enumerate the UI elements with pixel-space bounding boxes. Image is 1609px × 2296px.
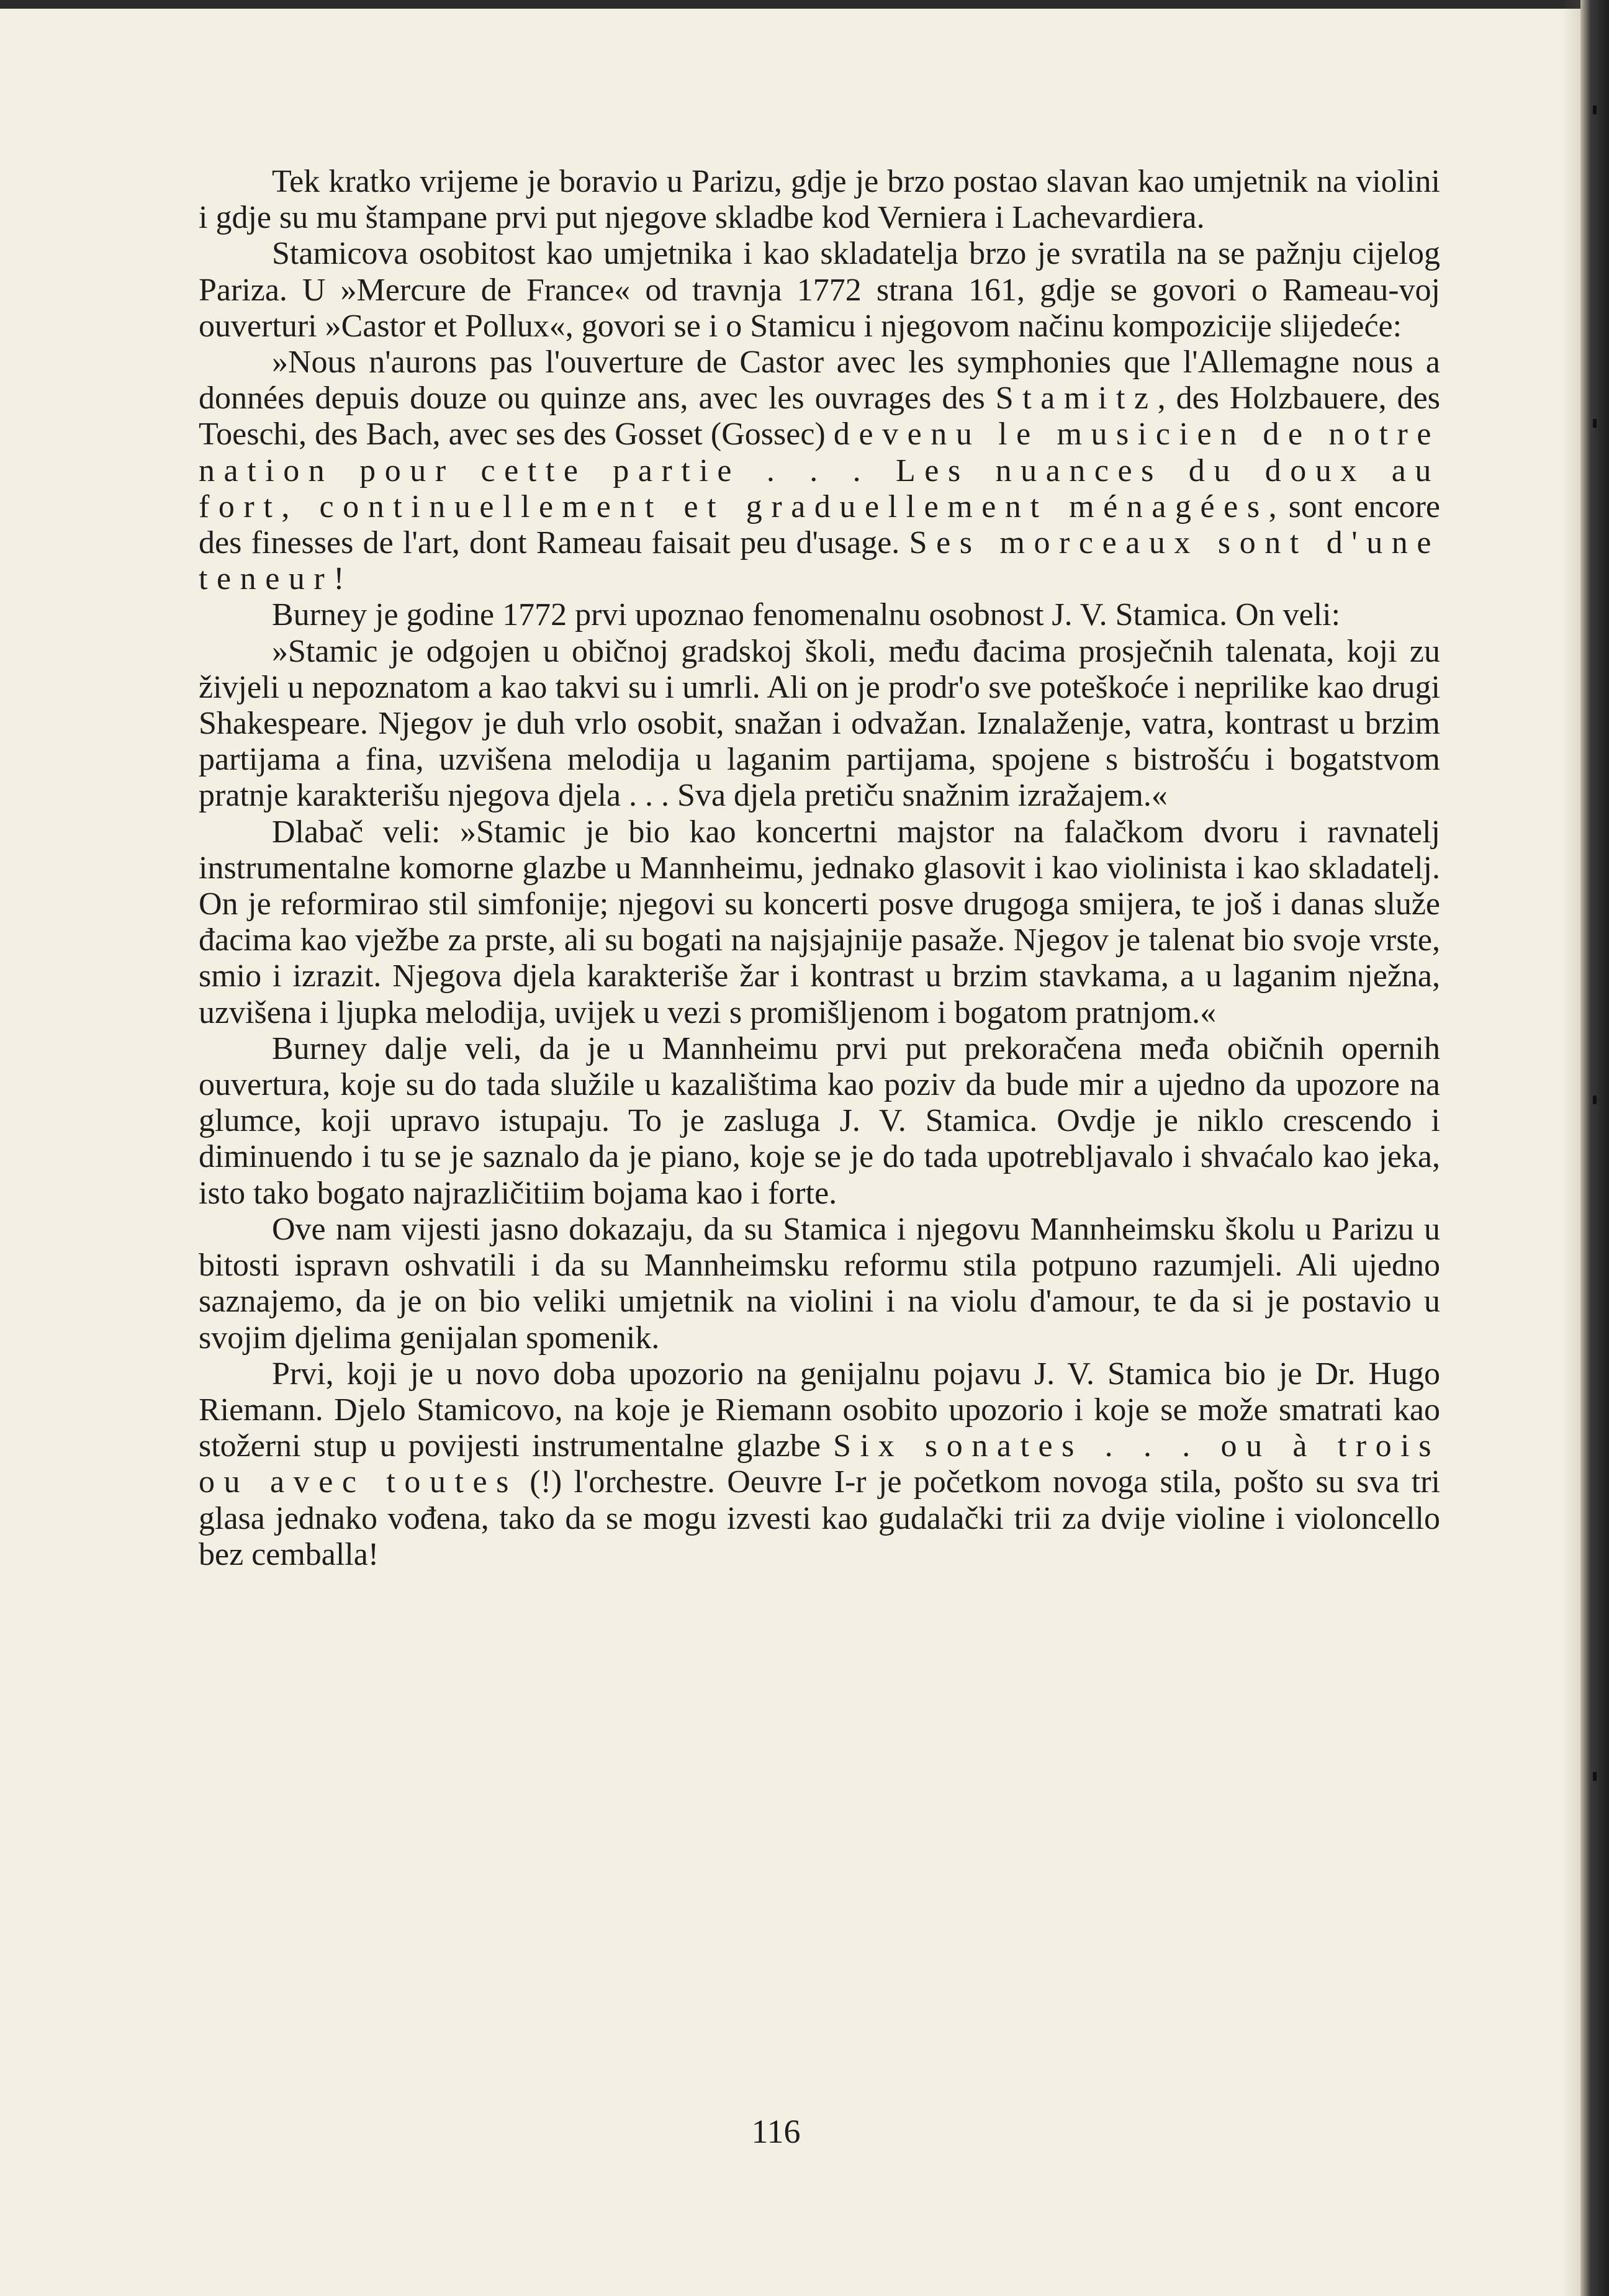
- quote-text: , des Holzbauere, des Toeschi, des Bach, avec ses des Gosset (Gossec): [199, 380, 1440, 452]
- paragraph-3-quote-mercure: [199, 344, 1440, 597]
- edge-mark: [1593, 106, 1597, 114]
- spaced-emphasis: Stamitz: [995, 380, 1158, 416]
- paragraph-6-dlabac-quote: Dlabač veli: »Stamic je bio kao koncertni majstor na falačkom dvoru i ravnatelj instrumentalne komorne glazbe u Mannheimu, jednako glasovit i kao violinista i kao skladatelj. On je reformirao stil simfonije; njegovi su koncerti posve drugoga smijera, te još i danas služe đacima kao vježbe za prste, ali su bogati na najsjajnije pasaže. Njegov je talenat bio svoje vrste, smio i izrazit. Njegova djela karakteriše žar i kontrast u brzim stavkama, a u laganim nježna, uzvišena i ljupka melodija, uvijek u vezi s promišljenom i bogatom pratnjom.«: [199, 814, 1440, 1030]
- scan-top-border: [0, 0, 1609, 9]
- paragraph-4: Burney je godine 1772 prvi upoznao fenomenalnu osobnost J. V. Stamica. On veli:: [272, 597, 1341, 633]
- page-gutter-shadow: [1562, 0, 1580, 2296]
- paragraph-8: Ove nam vijesti jasno dokazaju, da su Stamica i njegovu Mannheimsku školu u Parizu u bitosti ispravn oshvatili i da su Mannheimsku reformu stila potpuno razumjeli. Ali ujedno saznajemo, da je on bio veliki umjetnik na violini i na violu d'amour, te da si je postavio u svojim djelima genijalan spomenik.: [199, 1211, 1440, 1356]
- paragraph-5-burney-quote: »Stamic je odgojen u običnoj gradskoj školi, među đacima prosječnih talenata, koji zu živjeli u nepoznatom a kao takvi su i umrli. Ali on je prodr'o sve poteškoće i neprilike kao drugi Shakespeare. Njegov je duh vrlo osobit, snažan i odvažan. Iznalaženje, vatra, kontrast u brzim partijama a fina, uzvišena melodija u laganim partijama, spojene s bistrošću i bogatstvom pratnje karakterišu njegova djela . . . Sva djela pretiču snažnim izražajem.«: [199, 633, 1440, 814]
- paragraph-2: Stamicova osobitost kao umjetnika i kao skladatelja brzo je svratila na se pažnju cijelog Pariza. U »Mercure de France« od travnja 1772 strana 161, gdje se govori o Rameau-voj ouverturi »Castor et Pollux«, govori se i o Stamicu i njegovom načinu kompozicije slijedeće:: [199, 236, 1440, 344]
- paragraph-text: Prvi, koji je u novo doba upozorio na genijalnu pojavu J. V. Stamica bio je Dr. Hugo Riemann. Djelo Stamicovo, na koje je Riemann osobito upozorio i koje se može smatrati kao stožerni stup u povijesti instrumentalne glazbe: [199, 1356, 1440, 1464]
- spaced-emphasis: Six sonates . . . ou à trois ou avec toutes: [199, 1428, 1440, 1500]
- edge-mark: [1593, 419, 1597, 428]
- quote-text: , sont encore des finesses de l'art, dont Rameau faisait peu d'usage.: [199, 488, 1440, 561]
- paragraph-7: Burney dalje veli, da je u Mannheimu prvi put prekoračena međa običnih opernih ouvertura, koje su do tada služile u kazalištima kao poziv da bude mir a ujedno da upozore na glumce, koji upravo istupaju. To je zasluga J. V. Stamica. Ovdje je niklo crescendo i diminuendo i tu se je saznalo da je piano, koje se je do tada upotrebljavalo i shvaćalo kao jeka, isto tako bogato najrazličitiim bojama kao i forte.: [199, 1030, 1440, 1211]
- book-spine-edge: [1580, 0, 1609, 2296]
- paragraph-9: [199, 1356, 1440, 1573]
- spaced-emphasis: devenu le musicien de notre nation pour cette partie . . . Les nuances du doux au fort, continuellement et graduellement ménagées: [199, 416, 1440, 524]
- edge-mark: [1593, 1096, 1597, 1104]
- paragraph-text: (!) l'orchestre. Oeuvre I-r je početkom novoga stila, pošto su sva tri glasa jednako vođena, tako da se mogu izvesti kao gudalački trii za dvije violine i violoncello bez cemballa!: [199, 1464, 1440, 1572]
- spaced-emphasis: Ses morceaux sont d'une teneur!: [199, 525, 1440, 597]
- page-number: 116: [751, 2113, 801, 2150]
- body-text: [199, 164, 1440, 1573]
- quote-text: »Nous n'aurons pas l'ouverture de Castor avec les symphonies que l'Allemagne nous a données depuis douze ou quinze ans, avec les ouvrages des: [199, 344, 1440, 416]
- edge-mark: [1593, 1772, 1597, 1781]
- paragraph-1: Tek kratko vrijeme je boravio u Parizu, gdje je brzo postao slavan kao umjetnik na violini i gdje su mu štampane prvi put njegove skladbe kod Verniera i Lachevardiera.: [199, 164, 1440, 236]
